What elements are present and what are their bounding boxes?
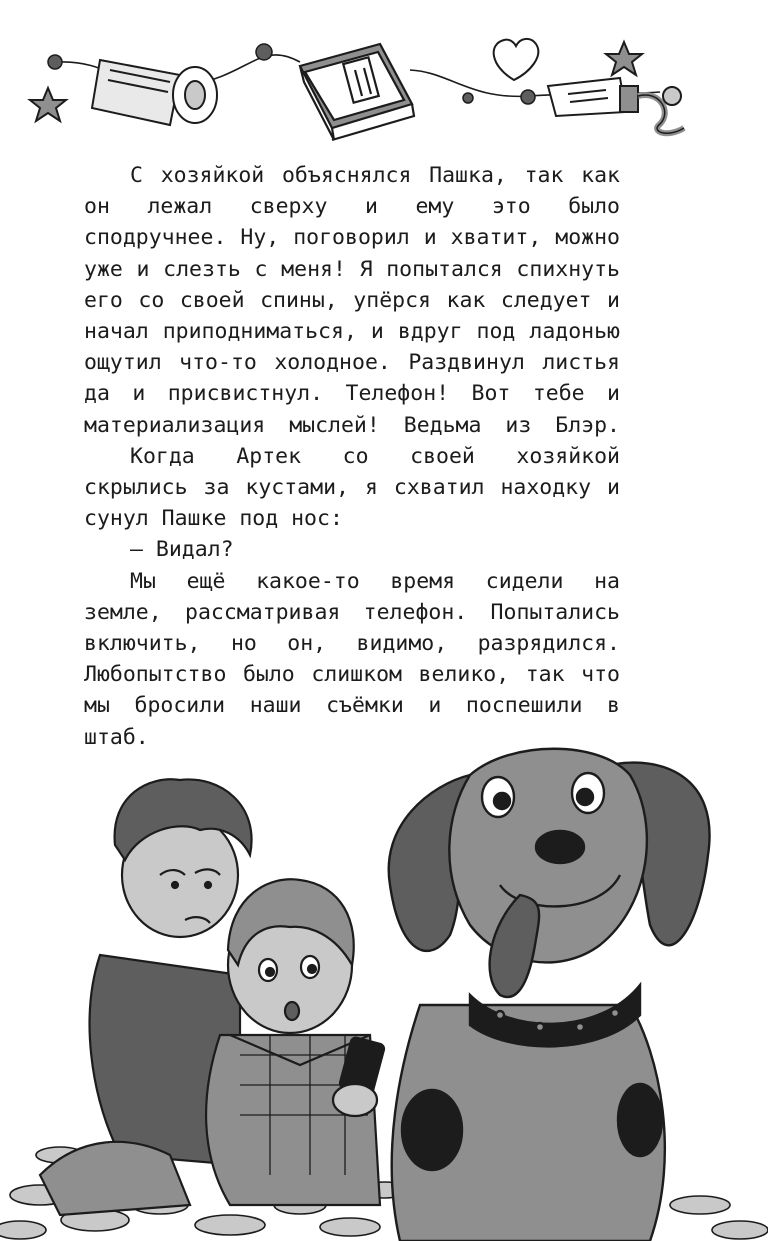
paragraph-3: — Видал? xyxy=(130,537,234,563)
scroll-icon xyxy=(92,60,217,125)
heart-icon xyxy=(494,39,539,80)
bead-icon xyxy=(256,44,272,60)
header-doodles xyxy=(0,0,768,150)
bead-icon xyxy=(463,93,473,103)
paragraph-2: Когда Артек со своей хозяйкой скрылись за кустами, я схватил находку и сунул Пашке под нос: xyxy=(84,443,620,532)
book-icon xyxy=(300,44,414,140)
body-text xyxy=(84,160,620,753)
paragraph-4: Мы ещё какое-то время сидели на земле, рассматривая телефон. Попытались включить, но он, видимо, разрядился. Любопытство было слишком велико, так что мы бросили наши съёмки и поспешили в штаб. xyxy=(84,568,620,750)
dog xyxy=(389,749,710,1241)
star-icon xyxy=(30,88,66,121)
paragraph-1: С хозяйкой объяснялся Пашка, так как он лежал сверху и ему это было сподручнее. Ну, поговорил и хватит, можно уже и слезть с меня! Я попытался спихнуть его со своей спины, упёрся как следует и начал приподниматься, и вдруг под ладонью ощутил что-то холодное. Раздвинул листья да и присвистнул. Телефон! Вот тебе и материализация мыслей! Ведьма из Блэр. xyxy=(84,163,620,438)
illustration-boys-and-dog xyxy=(0,735,768,1241)
toothpaste-tube-icon xyxy=(548,78,684,133)
star-icon xyxy=(606,42,642,75)
boy-with-phone xyxy=(206,879,385,1205)
bead-icon xyxy=(48,55,62,69)
bead-icon xyxy=(521,90,535,104)
